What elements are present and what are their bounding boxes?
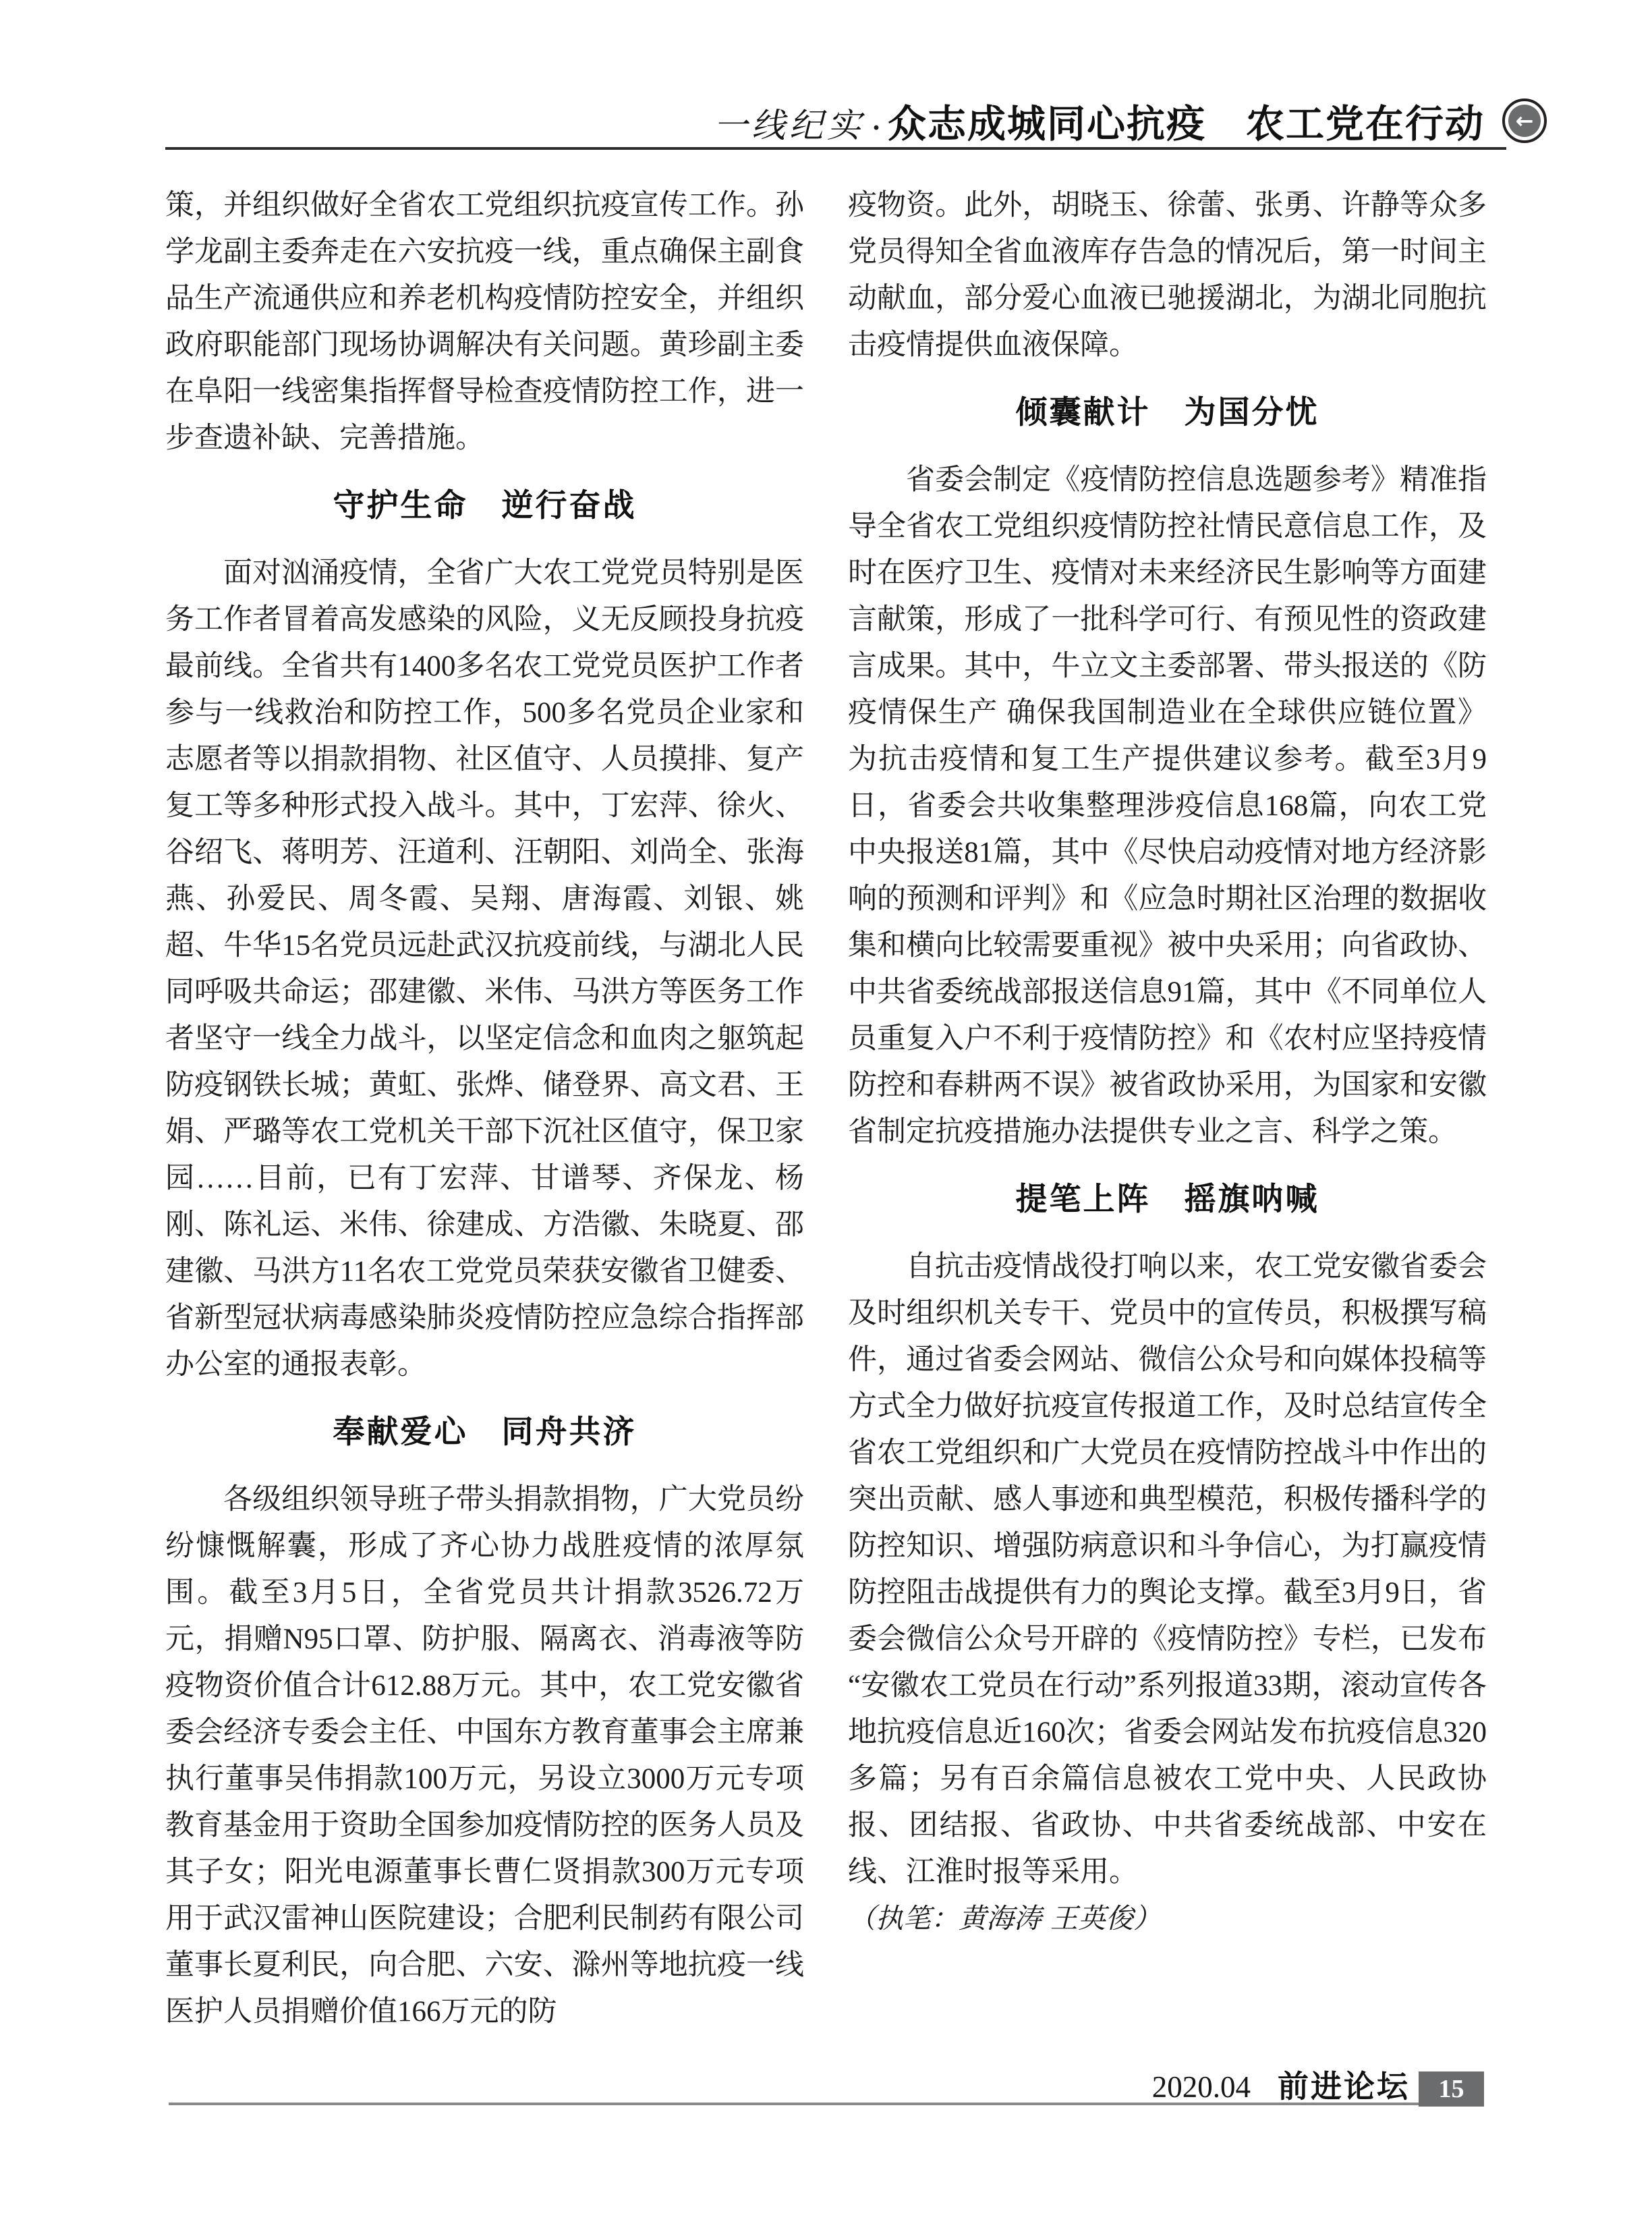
series-label: 一线纪实 — [713, 106, 865, 145]
section-heading: 守护生命 逆行奋战 — [333, 489, 637, 524]
left-arrow-circle-icon — [1502, 99, 1547, 143]
article-body — [165, 182, 1487, 2044]
body-paragraph: 策，并组织做好全省农工党组织抗疫宣传工作。孙学龙副主委奔走在六安抗疫一线，重点确保主副食品生产流通供应和养老机构疫情防控安全，并组织政府职能部门现场协调解决有关问题。黄珍副主委在阜阳一线密集指挥督导检查疫情防控工作，进一步查遗补缺、完善措施。 — [165, 190, 804, 454]
left-column — [165, 182, 804, 2044]
page-footer — [1152, 2062, 1410, 2107]
column-title: 众志成城同心抗疫 农工党在行动 — [888, 103, 1485, 146]
page-header — [714, 93, 1547, 148]
left-arrow-glyph: ← — [1508, 105, 1541, 137]
body-paragraph: 疫物资。此外，胡晓玉、徐蕾、张勇、许静等众多党员得知全省血液库存告急的情况后，第一时间主动献血，部分爱心血液已驰援湖北，为湖北同胞抗击疫情提供血液保障。 — [848, 190, 1487, 361]
body-paragraph: 各级组织领导班子带头捐款捐物，广大党员纷纷慷慨解囊，形成了齐心协力战胜疫情的浓厚氛围。截至3月5日，全省党员共计捐款3526.72万元，捐赠N95口罩、防护服、隔离衣、消毒液等防疫物资价值合计612.88万元。其中，农工党安徽省委会经济专委会主任、中国东方教育董事会主席兼执行董事吴伟捐款100万元，另设立3000万元专项教育基金用于资助全国参加疫情防控的医务人员及其子女；阳光电源董事长曹仁贤捐款300万元专项用于武汉雷神山医院建设；合肥利民制药有限公司董事长夏利民，向合肥、六安、滁州等地抗疫一线医护人员捐赠价值166万元的防 — [165, 1484, 804, 2028]
right-column — [848, 182, 1487, 2044]
section-heading: 倾囊献计 为国分忧 — [1015, 395, 1319, 430]
page-number-badge: 15 — [1419, 2071, 1484, 2107]
header-title — [714, 93, 1485, 148]
body-paragraph: 省委会制定《疫情防控信息选题参考》精准指导全省农工党组织疫情防控社情民意信息工作，及时在医疗卫生、疫情对未来经济民生影响等方面建言献策，形成了一批科学可行、有预见性的资政建言成果。其中，牛立文主委部署、带头报送的《防疫情保生产 确保我国制造业在全球供应链位置》为抗击疫情和复工生产提供建议参考。截至3月9日，省委会共收集整理涉疫信息168篇，向农工党中央报送81篇，其中《尽快启动疫情对地方经济影响的预测和评判》和《应急时期社区治理的数据收集和横向比较需要重视》被中央采用；向省政协、中共省委统战部报送信息91篇，其中《不同单位人员重复入户不利于疫情防控》和《农村应坚持疫情防控和春耕两不误》被省政协采用，为国家和安徽省制定抗疫措施办法提供专业之言、科学之策。 — [848, 464, 1487, 1148]
title-separator-dot: · — [871, 113, 881, 144]
header-rule — [165, 147, 1506, 150]
byline: （执笔：黄海涛 王英俊） — [848, 1902, 1162, 1935]
issue-date: 2020.04 — [1151, 2070, 1251, 2104]
body-paragraph: 面对汹涌疫情，全省广大农工党党员特别是医务工作者冒着高发感染的风险，义无反顾投身抗疫最前线。全省共有1400多名农工党党员医护工作者参与一线救治和防控工作，500多名党员企业家和志愿者等以捐款捐物、社区值守、人员摸排、复产复工等多种形式投入战斗。其中，丁宏萍、徐火、谷绍飞、蒋明芳、汪道利、汪朝阳、刘尚全、张海燕、孙爱民、周冬霞、吴翔、唐海霞、刘银、姚超、牛华15名党员远赴武汉抗疫前线，与湖北人民同呼吸共命运；邵建徽、米伟、马洪方等医务工作者坚守一线全力战斗，以坚定信念和血肉之躯筑起防疫钢铁长城；黄虹、张烨、储登界、高文君、王娟、严璐等农工党机关干部下沉社区值守，保卫家园……目前，已有丁宏萍、甘谱琴、齐保龙、杨刚、陈礼运、米伟、徐建成、方浩徽、朱晓夏、邵建徽、马洪方11名农工党党员荣获安徽省卫健委、省新型冠状病毒感染肺炎疫情防控应急综合指挥部办公室的通报表彰。 — [165, 557, 804, 1381]
section-heading: 奉献爱心 同舟共济 — [333, 1415, 637, 1450]
body-paragraph: 自抗击疫情战役打响以来，农工党安徽省委会及时组织机关专干、党员中的宣传员，积极撰写稿件，通过省委会网站、微信公众号和向媒体投稿等方式全力做好抗疫宣传报道工作，及时总结宣传全省农工党组织和广大党员在疫情防控战斗中作出的突出贡献、感人事迹和典型模范，积极传播科学的防控知识、增强防病意识和斗争信心，为打赢疫情防控阻击战提供有力的舆论支撑。截至3月9日，省委会微信公众号开辟的《疫情防控》专栏，已发布“安徽农工党员在行动”系列报道33期，滚动宣传各地抗疫信息近160次；省委会网站发布抗疫信息320多篇；另有百余篇信息被农工党中央、人民政协报、团结报、省政协、中共省委统战部、中安在线、江淮时报等采用。 — [848, 1251, 1487, 1888]
journal-title: 前进论坛 — [1278, 2069, 1410, 2104]
section-heading: 提笔上阵 摇旗呐喊 — [1015, 1182, 1319, 1217]
